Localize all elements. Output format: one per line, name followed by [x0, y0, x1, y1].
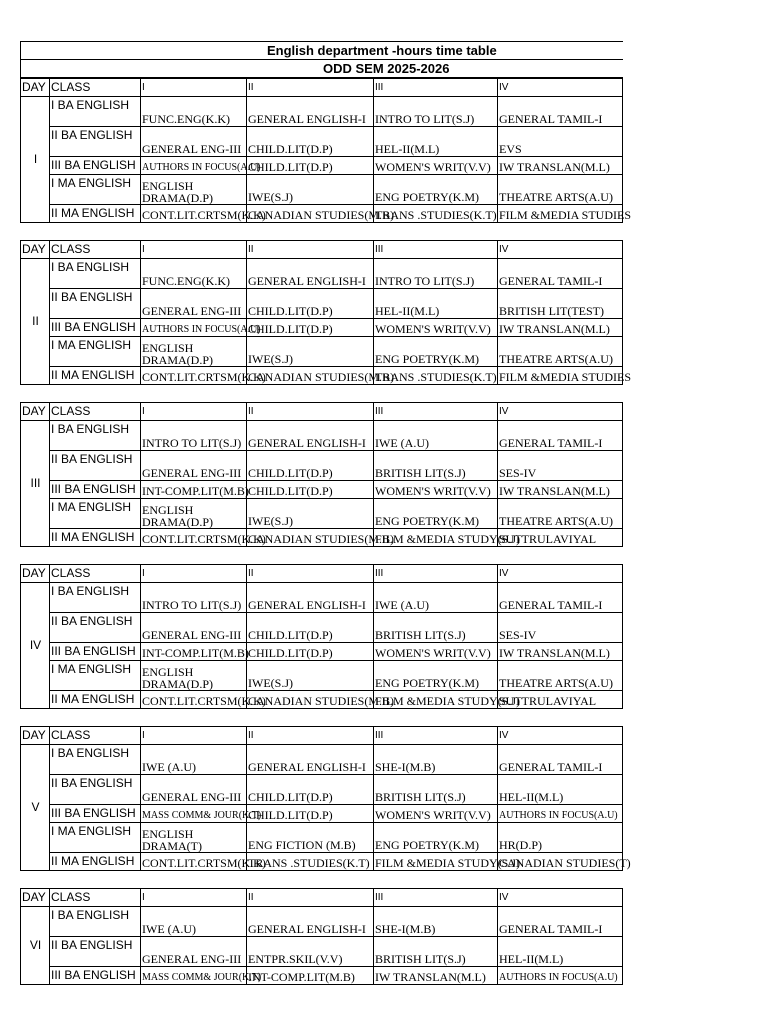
- period-header: I: [141, 889, 247, 907]
- subject-cell: IW TRANSLAN(M.L): [498, 319, 623, 337]
- class-cell: I MA ENGLISH: [50, 823, 141, 853]
- table-row: [21, 643, 623, 661]
- header-row: [21, 889, 623, 907]
- subject-cell: INTRO TO LIT(S.J): [141, 421, 247, 451]
- subject-cell: ENG POETRY(K.M): [374, 499, 498, 529]
- subject-cell: CHILD.LIT(D.P): [247, 319, 374, 337]
- subject-cell: AUTHORS IN FOCUS(A.U): [498, 805, 623, 823]
- subject-cell: SES-IV: [498, 451, 623, 481]
- subject-cell: ENGLISH DRAMA(D.P): [141, 175, 247, 205]
- subject-cell: BRITISH LIT(TEST): [498, 289, 623, 319]
- period-header: III: [374, 241, 498, 259]
- class-header: CLASS: [50, 241, 141, 259]
- subject-cell: AUTHORS IN FOCUS(A.U): [141, 157, 247, 175]
- class-cell: I BA ENGLISH: [50, 259, 141, 289]
- subject-cell: IWE (A.U): [374, 583, 498, 613]
- period-header: I: [141, 403, 247, 421]
- day-block: [20, 726, 631, 871]
- subject-cell: IWE(S.J): [247, 175, 374, 205]
- period-header: III: [374, 889, 498, 907]
- subject-cell: SHE-I(M.B): [374, 907, 498, 937]
- table-row: [21, 451, 623, 481]
- subject-cell: WOMEN'S WRIT(V.V): [374, 643, 498, 661]
- subject-cell: AUTHORS IN FOCUS(A.U): [141, 319, 247, 337]
- subject-cell: CANADIAN STUDIES(M.B): [247, 691, 374, 709]
- class-cell: II BA ENGLISH: [50, 451, 141, 481]
- subject-cell: SUTTRULAVIYAL: [498, 529, 623, 547]
- period-header: IV: [498, 79, 623, 97]
- table-row: [21, 805, 623, 823]
- subject-cell: ENGLISH DRAMA(D.P): [141, 337, 247, 367]
- day-block: [20, 240, 632, 385]
- subject-cell: CANADIAN STUDIES(M.B): [247, 367, 374, 385]
- subject-cell: HEL-II(M.L): [374, 289, 498, 319]
- subject-cell: BRITISH LIT(S.J): [374, 775, 498, 805]
- subject-cell: IWE(S.J): [247, 499, 374, 529]
- period-header: II: [247, 889, 374, 907]
- class-cell: I MA ENGLISH: [50, 661, 141, 691]
- period-header: I: [141, 241, 247, 259]
- subject-cell: INT-COMP.LIT(M.B): [141, 643, 247, 661]
- subject-cell: FILM &MEDIA STUDIES: [498, 367, 623, 385]
- subject-cell: IW TRANSLAN(M.L): [498, 643, 623, 661]
- class-header: CLASS: [50, 79, 141, 97]
- subject-cell: HR(D.P): [498, 823, 623, 853]
- block-gap: [20, 547, 622, 564]
- class-cell: III BA ENGLISH: [50, 319, 141, 337]
- subject-cell: CANADIAN STUDIES(T): [498, 853, 623, 871]
- class-cell: III BA ENGLISH: [50, 643, 141, 661]
- subject-cell: INTRO TO LIT(S.J): [374, 259, 498, 289]
- class-header: CLASS: [50, 403, 141, 421]
- day-label: III: [21, 421, 50, 547]
- day-header: DAY: [21, 241, 50, 259]
- subject-cell: FUNC.ENG(K.K): [141, 259, 247, 289]
- subject-cell: CHILD.LIT(D.P): [247, 613, 374, 643]
- table-row: [21, 907, 623, 937]
- subject-cell: SES-IV: [498, 613, 623, 643]
- subject-cell: CANADIAN STUDIES(M.B): [247, 205, 374, 223]
- period-header: III: [374, 79, 498, 97]
- subject-cell: INTRO TO LIT(S.J): [374, 97, 498, 127]
- day-block: [20, 888, 623, 985]
- table-row: [21, 967, 623, 985]
- period-header: II: [247, 79, 374, 97]
- subject-cell: AUTHORS IN FOCUS(A.U): [498, 967, 623, 985]
- day-label: IV: [21, 583, 50, 709]
- subject-cell: SUTTRULAVIYAL: [498, 691, 623, 709]
- subject-cell: GENERAL ENGLISH-I: [247, 421, 374, 451]
- table-row: [21, 97, 623, 127]
- subject-cell: IWE(S.J): [247, 337, 374, 367]
- class-cell: II BA ENGLISH: [50, 127, 141, 157]
- table-row: [21, 205, 623, 223]
- subject-cell: THEATRE ARTS(A.U): [498, 337, 623, 367]
- subject-cell: FILM &MEDIA STUDY(S.J): [374, 853, 498, 871]
- subject-cell: WOMEN'S WRIT(V.V): [374, 157, 498, 175]
- subject-cell: CONT.LIT.CRTSM(K.K): [141, 205, 247, 223]
- period-header: IV: [498, 889, 623, 907]
- period-header: I: [141, 727, 247, 745]
- day-header: DAY: [21, 79, 50, 97]
- class-cell: II BA ENGLISH: [50, 289, 141, 319]
- period-header: III: [374, 727, 498, 745]
- subject-cell: ENGLISH DRAMA(D.P): [141, 661, 247, 691]
- block-gap: [20, 871, 622, 888]
- subject-cell: ENG POETRY(K.M): [374, 337, 498, 367]
- subject-cell: GENERAL ENGLISH-I: [247, 745, 374, 775]
- subject-cell: ENG POETRY(K.M): [374, 823, 498, 853]
- timetable-sheet: [20, 41, 632, 985]
- day-header: DAY: [21, 403, 50, 421]
- class-cell: I BA ENGLISH: [50, 421, 141, 451]
- period-header: I: [141, 565, 247, 583]
- subject-cell: WOMEN'S WRIT(V.V): [374, 805, 498, 823]
- subject-cell: IWE(S.J): [247, 661, 374, 691]
- subject-cell: GENERAL ENGLISH-I: [247, 97, 374, 127]
- subject-cell: CHILD.LIT(D.P): [247, 481, 374, 499]
- subject-cell: CHILD.LIT(D.P): [247, 289, 374, 319]
- subject-cell: FILM &MEDIA STUDIES: [498, 205, 623, 223]
- class-header: CLASS: [50, 565, 141, 583]
- subject-cell: GENERAL TAMIL-I: [498, 97, 623, 127]
- subject-cell: ENGLISH DRAMA(D.P): [141, 499, 247, 529]
- class-cell: III BA ENGLISH: [50, 805, 141, 823]
- subject-cell: MASS COMM& JOUR(K.T): [141, 805, 247, 823]
- subject-cell: THEATRE ARTS(A.U): [498, 175, 623, 205]
- subject-cell: FILM &MEDIA STUDY(S.J): [374, 529, 498, 547]
- class-cell: III BA ENGLISH: [50, 967, 141, 985]
- class-cell: II BA ENGLISH: [50, 775, 141, 805]
- subject-cell: GENERAL ENG-III: [141, 937, 247, 967]
- subject-cell: CHILD.LIT(D.P): [247, 805, 374, 823]
- table-row: [21, 613, 623, 643]
- subject-cell: ENGLISH DRAMA(T): [141, 823, 247, 853]
- table-row: [21, 529, 623, 547]
- subject-cell: ENTPR.SKIL(V.V): [247, 937, 374, 967]
- table-row: [21, 583, 623, 613]
- subject-cell: CANADIAN STUDIES(M.B): [247, 529, 374, 547]
- subject-cell: BRITISH LIT(S.J): [374, 451, 498, 481]
- subject-cell: WOMEN'S WRIT(V.V): [374, 319, 498, 337]
- class-header: CLASS: [50, 889, 141, 907]
- class-cell: I BA ENGLISH: [50, 745, 141, 775]
- day-blocks: [20, 78, 632, 985]
- title-table: [20, 41, 623, 78]
- class-cell: II BA ENGLISH: [50, 937, 141, 967]
- subject-cell: GENERAL TAMIL-I: [498, 259, 623, 289]
- subject-cell: GENERAL ENGLISH-I: [247, 583, 374, 613]
- subject-cell: INTRO TO LIT(S.J): [141, 583, 247, 613]
- period-header: II: [247, 565, 374, 583]
- header-row: [21, 241, 623, 259]
- subject-cell: FILM &MEDIA STUDY(S.J): [374, 691, 498, 709]
- subject-cell: CHILD.LIT(D.P): [247, 775, 374, 805]
- table-row: [21, 661, 623, 691]
- subject-cell: TRANS .STUDIES(K.T): [374, 205, 498, 223]
- period-header: II: [247, 727, 374, 745]
- header-row: [21, 403, 623, 421]
- subject-cell: ENG POETRY(K.M): [374, 175, 498, 205]
- subject-cell: CONT.LIT.CRTSM(K.K): [141, 529, 247, 547]
- subject-cell: GENERAL ENGLISH-I: [247, 907, 374, 937]
- period-header: I: [141, 79, 247, 97]
- period-header: III: [374, 565, 498, 583]
- subject-cell: WOMEN'S WRIT(V.V): [374, 481, 498, 499]
- class-cell: I BA ENGLISH: [50, 97, 141, 127]
- table-row: [21, 499, 623, 529]
- subject-cell: ENG FICTION (M.B): [247, 823, 374, 853]
- subject-cell: HEL-II(M.L): [498, 937, 623, 967]
- subject-cell: IWE (A.U): [374, 421, 498, 451]
- subject-cell: IW TRANSLAN(M.L): [498, 481, 623, 499]
- day-header: DAY: [21, 727, 50, 745]
- table-row: [21, 289, 623, 319]
- class-cell: III BA ENGLISH: [50, 157, 141, 175]
- table-row: [21, 319, 623, 337]
- table-row: [21, 337, 623, 367]
- day-label: VI: [21, 907, 50, 985]
- period-header: IV: [498, 403, 623, 421]
- subject-cell: THEATRE ARTS(A.U): [498, 661, 623, 691]
- day-label: I: [21, 97, 50, 223]
- block-gap: [20, 709, 622, 726]
- period-header: IV: [498, 241, 623, 259]
- subject-cell: GENERAL TAMIL-I: [498, 583, 623, 613]
- table-row: [21, 259, 623, 289]
- class-cell: I MA ENGLISH: [50, 175, 141, 205]
- page-subtitle: ODD SEM 2025-2026: [21, 60, 623, 78]
- class-cell: I BA ENGLISH: [50, 583, 141, 613]
- subject-cell: MASS COMM& JOUR(K.T): [141, 967, 247, 985]
- period-header: III: [374, 403, 498, 421]
- table-row: [21, 745, 623, 775]
- class-cell: II MA ENGLISH: [50, 691, 141, 709]
- subject-cell: IW TRANSLAN(M.L): [374, 967, 498, 985]
- day-label: V: [21, 745, 50, 871]
- period-header: IV: [498, 727, 623, 745]
- table-row: [21, 421, 623, 451]
- subject-cell: INT-COMP.LIT(M.B): [141, 481, 247, 499]
- subject-cell: BRITISH LIT(S.J): [374, 937, 498, 967]
- subject-cell: GENERAL ENGLISH-I: [247, 259, 374, 289]
- table-row: [21, 775, 623, 805]
- subject-cell: IWE (A.U): [141, 907, 247, 937]
- header-row: [21, 565, 623, 583]
- class-cell: I MA ENGLISH: [50, 337, 141, 367]
- day-header: DAY: [21, 889, 50, 907]
- subject-cell: HEL-II(M.L): [374, 127, 498, 157]
- period-header: IV: [498, 565, 623, 583]
- class-cell: II MA ENGLISH: [50, 853, 141, 871]
- period-header: II: [247, 403, 374, 421]
- day-label: II: [21, 259, 50, 385]
- class-cell: I MA ENGLISH: [50, 499, 141, 529]
- table-row: [21, 481, 623, 499]
- table-row: [21, 691, 623, 709]
- subject-cell: ENG POETRY(K.M): [374, 661, 498, 691]
- subject-cell: CHILD.LIT(D.P): [247, 127, 374, 157]
- subject-cell: GENERAL ENG-III: [141, 613, 247, 643]
- table-row: [21, 937, 623, 967]
- table-row: [21, 175, 623, 205]
- subject-cell: EVS: [498, 127, 623, 157]
- table-row: [21, 367, 623, 385]
- subject-cell: TRANS .STUDIES(K.T): [247, 853, 374, 871]
- subject-cell: TRANS .STUDIES(K.T): [374, 367, 498, 385]
- subject-cell: CONT.LIT.CRTSM(K.K): [141, 691, 247, 709]
- subject-cell: CHILD.LIT(D.P): [247, 451, 374, 481]
- class-cell: III BA ENGLISH: [50, 481, 141, 499]
- table-row: [21, 157, 623, 175]
- subject-cell: CHILD.LIT(D.P): [247, 157, 374, 175]
- subject-cell: THEATRE ARTS(A.U): [498, 499, 623, 529]
- page-title: English department -hours time table: [21, 42, 623, 60]
- subject-cell: BRITISH LIT(S.J): [374, 613, 498, 643]
- subject-cell: GENERAL TAMIL-I: [498, 907, 623, 937]
- subject-cell: CHILD.LIT(D.P): [247, 643, 374, 661]
- day-block: [20, 402, 623, 547]
- class-cell: I BA ENGLISH: [50, 907, 141, 937]
- subject-cell: CONT.LIT.CRTSM(K.K): [141, 853, 247, 871]
- table-row: [21, 853, 623, 871]
- subject-cell: GENERAL TAMIL-I: [498, 421, 623, 451]
- subject-cell: GENERAL ENG-III: [141, 775, 247, 805]
- subject-cell: GENERAL TAMIL-I: [498, 745, 623, 775]
- day-block: [20, 78, 632, 223]
- header-row: [21, 727, 623, 745]
- class-cell: II MA ENGLISH: [50, 205, 141, 223]
- subject-cell: IWE (A.U): [141, 745, 247, 775]
- table-row: [21, 127, 623, 157]
- subject-cell: INT-COMP.LIT(M.B): [247, 967, 374, 985]
- class-cell: II MA ENGLISH: [50, 529, 141, 547]
- subject-cell: GENERAL ENG-III: [141, 289, 247, 319]
- class-header: CLASS: [50, 727, 141, 745]
- subject-cell: CONT.LIT.CRTSM(K.K): [141, 367, 247, 385]
- subject-cell: GENERAL ENG-III: [141, 451, 247, 481]
- class-cell: II MA ENGLISH: [50, 367, 141, 385]
- subject-cell: FUNC.ENG(K.K): [141, 97, 247, 127]
- block-gap: [20, 223, 622, 240]
- block-gap: [20, 385, 622, 402]
- day-header: DAY: [21, 565, 50, 583]
- day-block: [20, 564, 623, 709]
- header-row: [21, 79, 623, 97]
- period-header: II: [247, 241, 374, 259]
- subject-cell: GENERAL ENG-III: [141, 127, 247, 157]
- subject-cell: SHE-I(M.B): [374, 745, 498, 775]
- class-cell: II BA ENGLISH: [50, 613, 141, 643]
- table-row: [21, 823, 623, 853]
- subject-cell: IW TRANSLAN(M.L): [498, 157, 623, 175]
- subject-cell: HEL-II(M.L): [498, 775, 623, 805]
